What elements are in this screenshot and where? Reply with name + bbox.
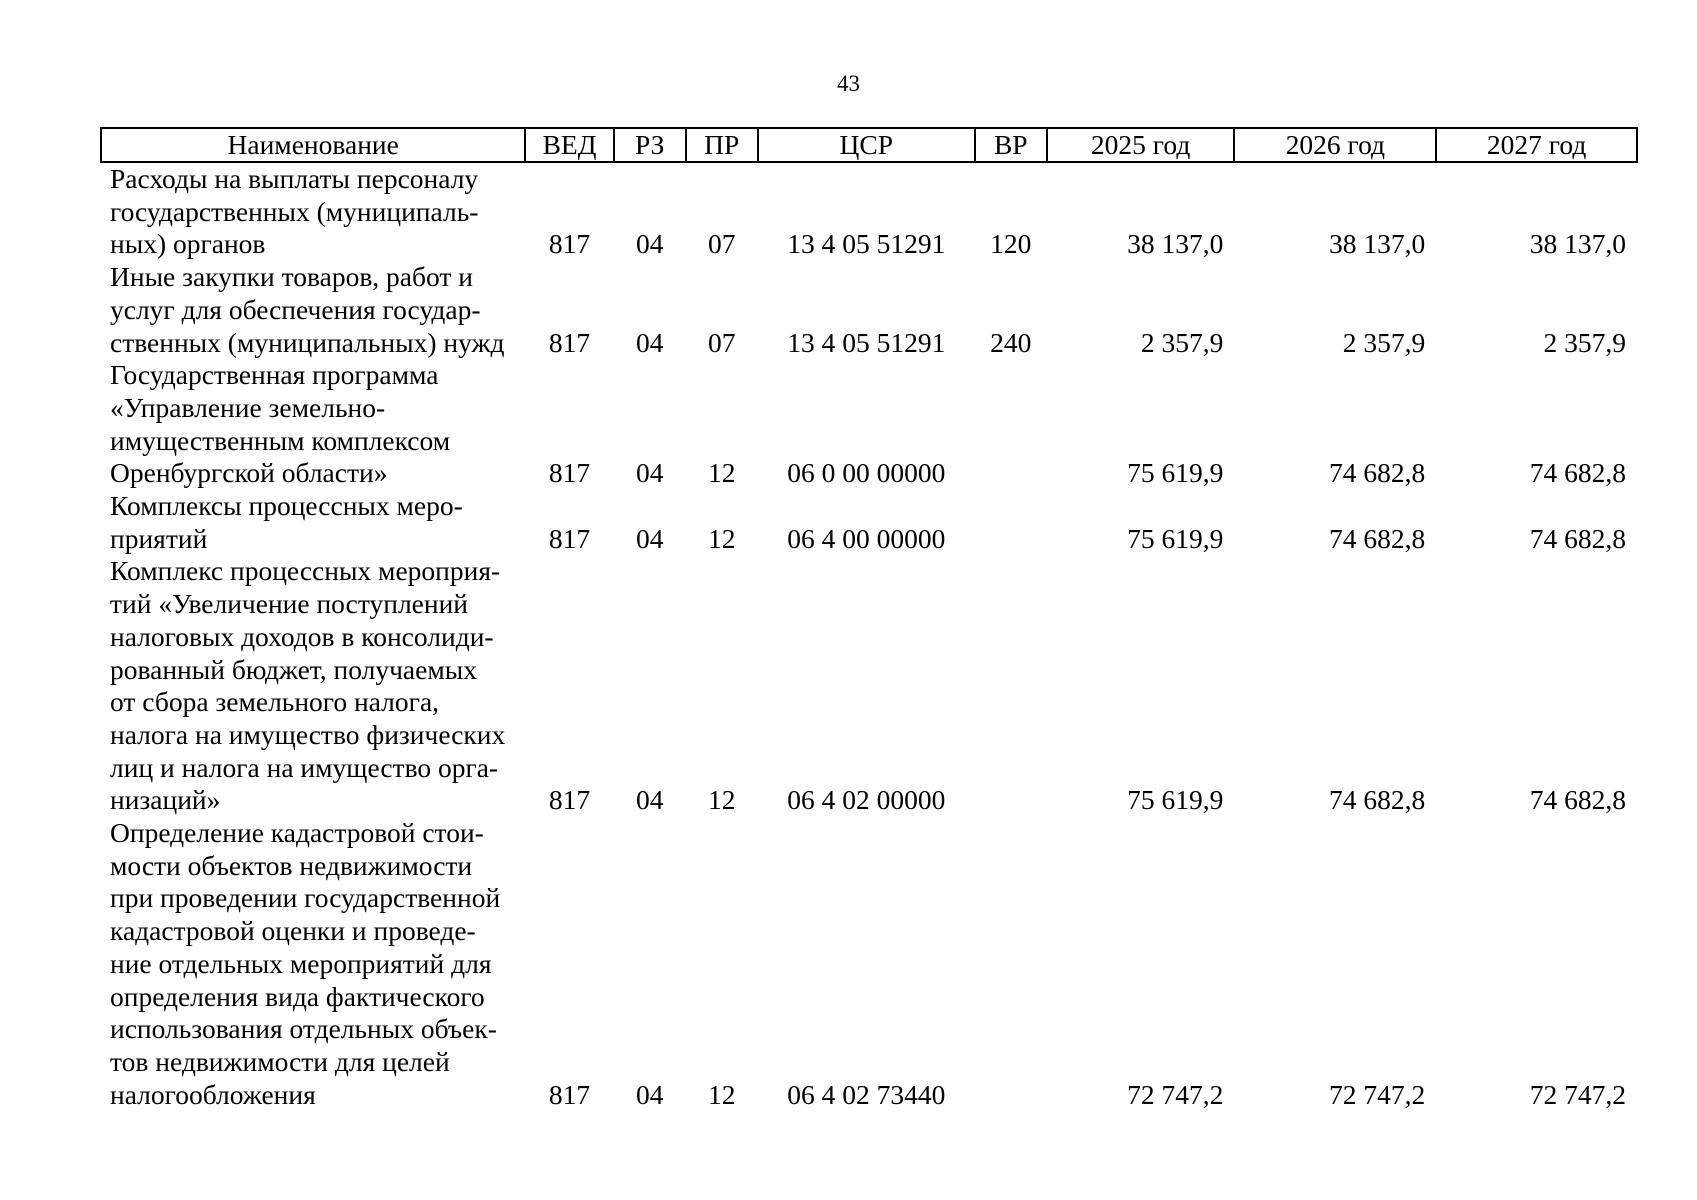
name-line: ние отдельных мероприятий для bbox=[110, 947, 492, 979]
header-2027: 2027 год bbox=[1436, 128, 1637, 162]
pr-cell: 12 bbox=[707, 784, 736, 816]
name-line: Иные закупки товаров, работ и bbox=[110, 261, 474, 293]
pr-cell: 12 bbox=[707, 1078, 736, 1110]
name-cell bbox=[101, 490, 525, 555]
header-2026: 2026 год bbox=[1234, 128, 1436, 162]
name-line: налоговых доходов в консолиди- bbox=[110, 620, 494, 652]
name-line: Оренбургской области» bbox=[110, 457, 388, 489]
table-row bbox=[101, 555, 1637, 817]
amount-2025-cell: 2 357,9 bbox=[1140, 326, 1224, 358]
ved-cell: 817 bbox=[548, 326, 591, 358]
ved-cell: 817 bbox=[548, 457, 591, 489]
name-line: ных) органов bbox=[110, 228, 266, 260]
rz-cell: 04 bbox=[635, 522, 664, 554]
amount-2025-cell: 72 747,2 bbox=[1127, 1078, 1224, 1110]
ved-cell: 817 bbox=[548, 784, 591, 816]
rz-cell: 04 bbox=[635, 326, 664, 358]
amount-2026-cell: 74 682,8 bbox=[1328, 457, 1426, 489]
name-line: Комплекс процессных мероприя- bbox=[110, 555, 501, 587]
vr-cell bbox=[975, 490, 1047, 555]
csr-cell: 13 4 05 51291 bbox=[787, 228, 946, 260]
name-cell bbox=[101, 261, 525, 359]
pr-cell: 07 bbox=[707, 326, 736, 358]
vr-cell bbox=[975, 555, 1047, 817]
amount-2027-cell: 38 137,0 bbox=[1529, 228, 1626, 260]
amount-2027-cell: 74 682,8 bbox=[1529, 784, 1626, 816]
rz-cell: 04 bbox=[635, 457, 664, 489]
table-header bbox=[101, 128, 1637, 162]
pr-cell: 07 bbox=[707, 228, 736, 260]
name-cell bbox=[101, 359, 525, 490]
name-line: при проведении государственной bbox=[110, 882, 501, 914]
ved-cell: 817 bbox=[548, 1078, 591, 1110]
name-line: использования отдельных объек- bbox=[110, 1013, 497, 1045]
vr-cell: 240 bbox=[990, 326, 1032, 358]
amount-2027-cell: 74 682,8 bbox=[1529, 457, 1626, 489]
amount-2025-cell: 75 619,9 bbox=[1127, 457, 1224, 489]
name-line: тов недвижимости для целей bbox=[110, 1045, 450, 1077]
name-line: ственных (муниципальных) нужд bbox=[110, 326, 505, 358]
header-row bbox=[101, 128, 1637, 162]
csr-cell: 06 0 00 00000 bbox=[787, 457, 946, 489]
name-line: «Управление земельно- bbox=[110, 391, 386, 423]
header-pr: ПР bbox=[686, 128, 758, 162]
header-vr: ВР bbox=[975, 128, 1047, 162]
name-line: Государственная программа bbox=[110, 359, 439, 391]
amount-2027-cell: 74 682,8 bbox=[1529, 522, 1626, 554]
header-rz: РЗ bbox=[614, 128, 686, 162]
amount-2025-cell: 75 619,9 bbox=[1127, 522, 1224, 554]
amount-2027-cell: 2 357,9 bbox=[1543, 326, 1626, 358]
amount-2026-cell: 72 747,2 bbox=[1328, 1078, 1426, 1110]
pr-cell: 12 bbox=[707, 457, 736, 489]
table-row bbox=[101, 817, 1637, 1111]
name-line: низаций» bbox=[110, 784, 221, 816]
name-line: тий «Увеличение поступлений bbox=[110, 588, 469, 620]
name-line: Комплексы процессных меро- bbox=[110, 490, 463, 522]
name-cell bbox=[101, 555, 525, 817]
name-line: Определение кадастровой стои- bbox=[110, 817, 484, 849]
amount-2026-cell: 38 137,0 bbox=[1328, 228, 1426, 260]
name-line: налога на имущество физических bbox=[110, 718, 506, 750]
amount-2027-cell: 72 747,2 bbox=[1529, 1078, 1626, 1110]
rz-cell: 04 bbox=[635, 1078, 664, 1110]
table-row bbox=[101, 490, 1637, 555]
vr-cell bbox=[975, 359, 1047, 490]
csr-cell: 13 4 05 51291 bbox=[787, 326, 946, 358]
table-row bbox=[101, 162, 1637, 261]
table-row bbox=[101, 261, 1637, 359]
name-line: от сбора земельного налога, bbox=[110, 686, 440, 718]
csr-cell: 06 4 02 00000 bbox=[787, 784, 946, 816]
name-line: определения вида фактического bbox=[110, 980, 485, 1012]
table-row bbox=[101, 359, 1637, 490]
name-line: рованный бюджет, получаемых bbox=[110, 653, 477, 685]
amount-2026-cell: 2 357,9 bbox=[1342, 326, 1426, 358]
name-line: приятий bbox=[110, 522, 208, 554]
amount-2026-cell: 74 682,8 bbox=[1328, 784, 1426, 816]
name-line: налогообложения bbox=[110, 1078, 316, 1110]
header-ved: ВЕД bbox=[525, 128, 613, 162]
name-line: кадастровой оценки и проведе- bbox=[110, 915, 476, 947]
name-cell bbox=[101, 817, 525, 1111]
rz-cell: 04 bbox=[635, 228, 664, 260]
header-name: Наименование bbox=[101, 128, 525, 162]
header-csr: ЦСР bbox=[758, 128, 975, 162]
name-line: услуг для обеспечения государ- bbox=[110, 293, 481, 325]
amount-2026-cell: 74 682,8 bbox=[1328, 522, 1426, 554]
name-cell bbox=[101, 162, 525, 261]
name-line: имущественным комплексом bbox=[110, 424, 451, 456]
amount-2025-cell: 75 619,9 bbox=[1127, 784, 1224, 816]
table-body bbox=[101, 162, 1637, 1111]
amount-2025-cell: 38 137,0 bbox=[1127, 228, 1224, 260]
vr-cell: 120 bbox=[990, 228, 1032, 260]
name-line: государственных (муниципаль- bbox=[110, 195, 479, 227]
ved-cell: 817 bbox=[548, 522, 591, 554]
budget-table bbox=[100, 127, 1638, 1111]
rz-cell: 04 bbox=[635, 784, 664, 816]
ved-cell: 817 bbox=[548, 228, 591, 260]
header-2025: 2025 год bbox=[1047, 128, 1235, 162]
name-line: мости объектов недвижимости bbox=[110, 849, 473, 881]
csr-cell: 06 4 02 73440 bbox=[787, 1078, 946, 1110]
vr-cell bbox=[975, 817, 1047, 1111]
page-number: 43 bbox=[837, 71, 860, 96]
csr-cell: 06 4 00 00000 bbox=[787, 522, 946, 554]
name-line: лиц и налога на имущество орга- bbox=[110, 751, 499, 783]
name-line: Расходы на выплаты персоналу bbox=[110, 163, 479, 194]
pr-cell: 12 bbox=[707, 522, 736, 554]
